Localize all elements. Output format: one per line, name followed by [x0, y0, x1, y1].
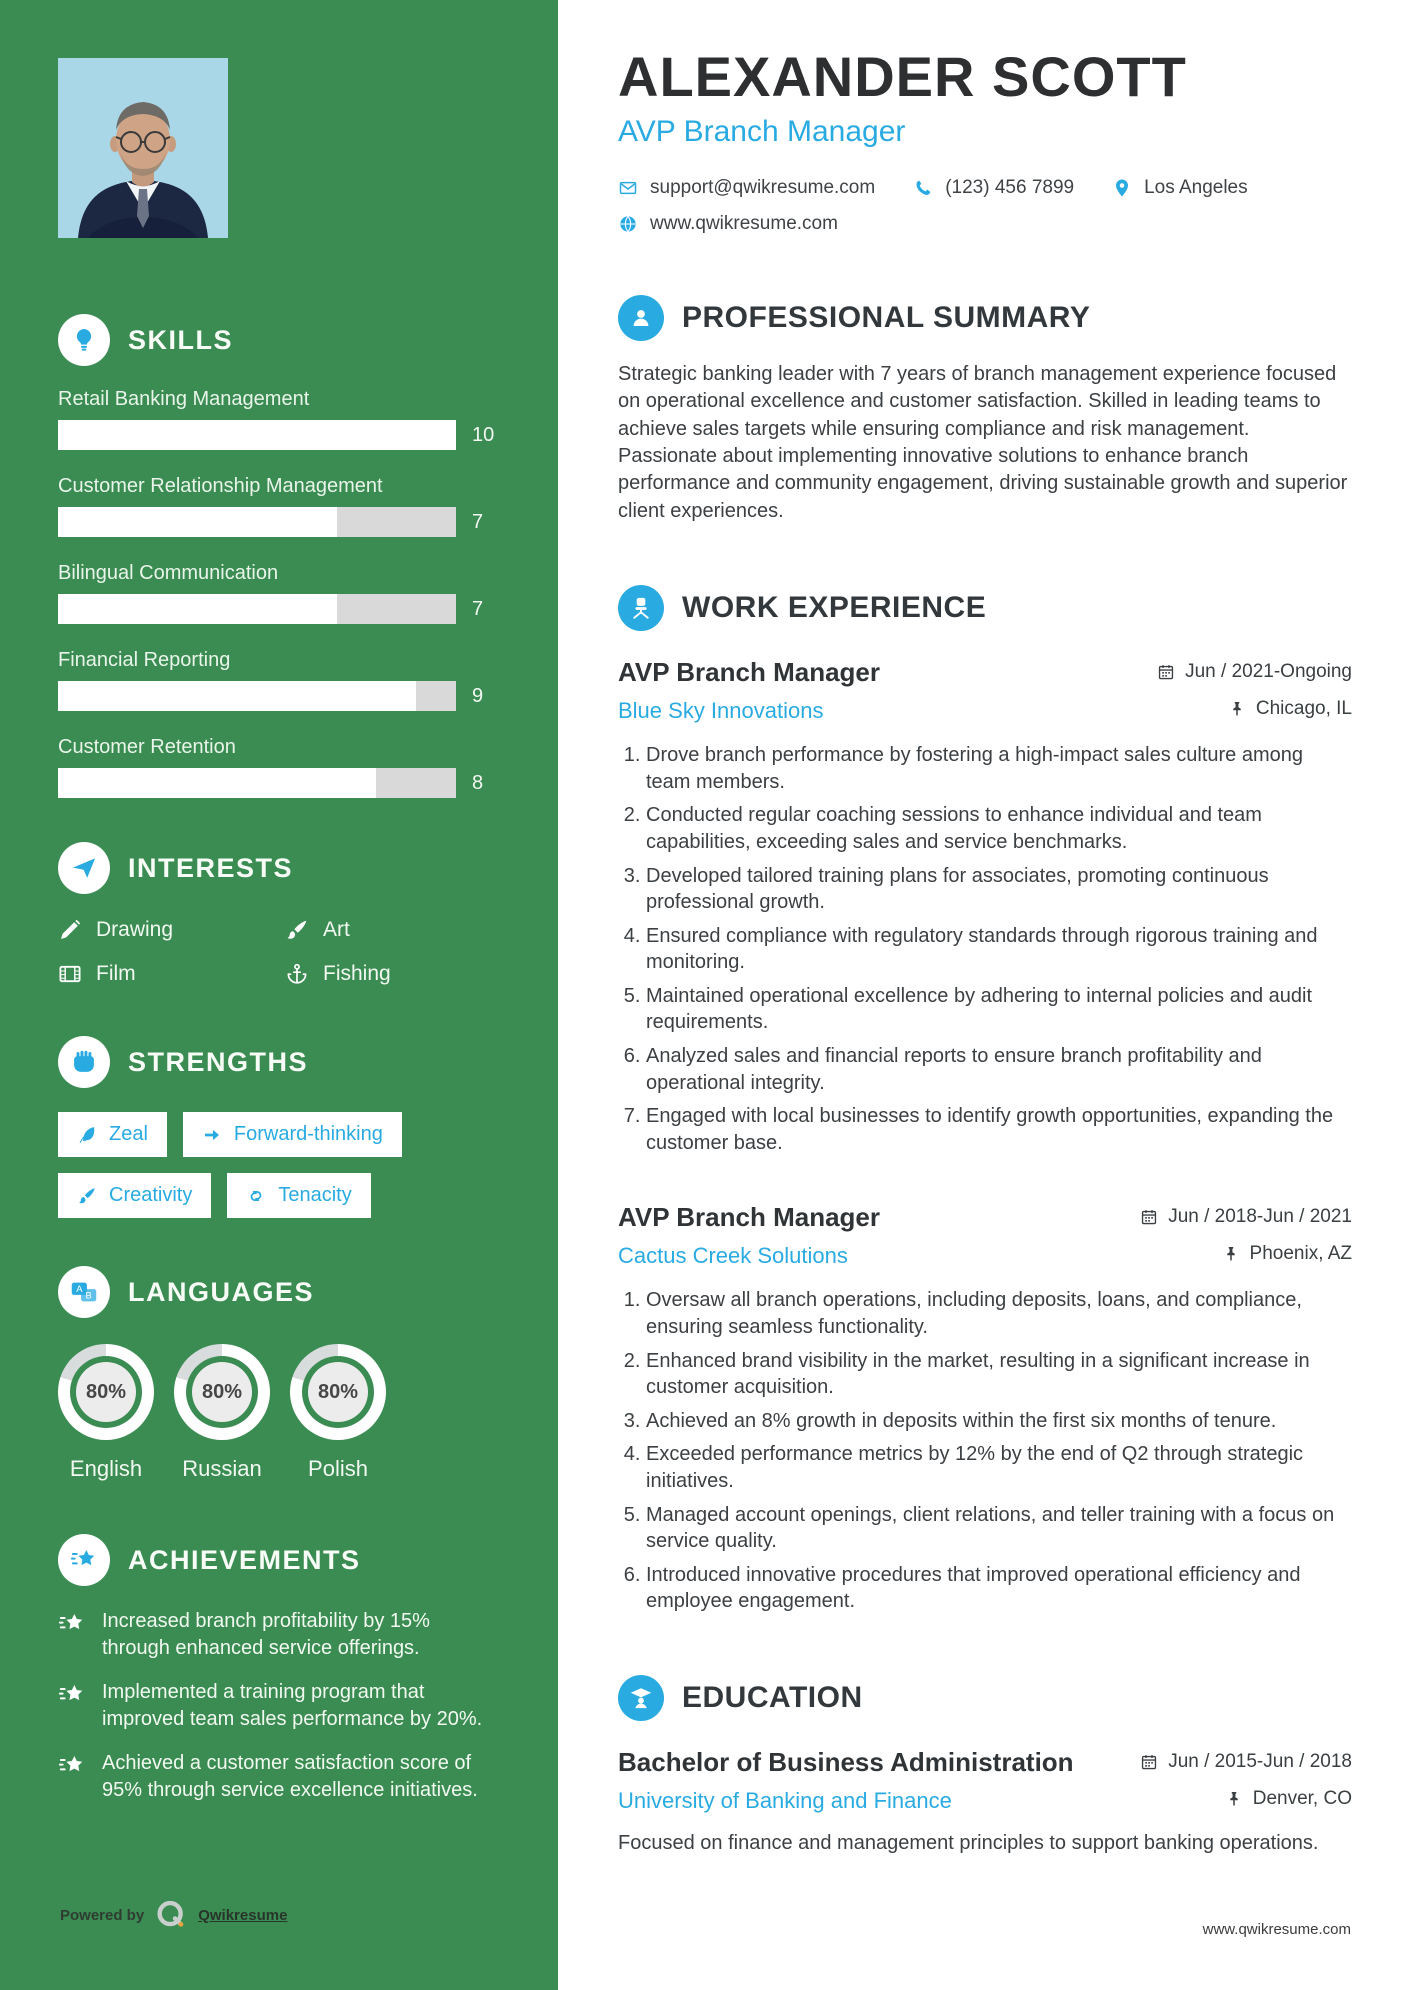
school-name: University of Banking and Finance: [618, 1787, 952, 1813]
job-bullets: [618, 1287, 1352, 1615]
skill-value: 8: [472, 771, 484, 794]
education-header: [618, 1675, 1352, 1721]
job-bullet: 4. Ensured compliance with regulatory standards through rigorous training and monitoring.: [646, 923, 1352, 976]
skill-item: [58, 736, 502, 798]
strength-label: Forward-thinking: [233, 1123, 383, 1145]
job-dates-text: Jun / 2018-Jun / 2021: [1168, 1206, 1352, 1228]
pushpin-icon: [1225, 1790, 1243, 1808]
email-text: support@qwikresume.com: [650, 176, 876, 198]
lightbulb-icon: [58, 314, 110, 366]
skill-label: Retail Banking Management: [58, 388, 310, 410]
candidate-name: ALEXANDER SCOTT: [618, 45, 1187, 108]
svg-text:B: B: [85, 1290, 92, 1301]
language-label: Polish: [308, 1456, 368, 1481]
contact-row-1: [618, 177, 1352, 199]
sidebar-footer: [60, 1898, 287, 1932]
strengths-title: STRENGTHS: [128, 1046, 309, 1077]
calendar-icon: [1140, 1753, 1158, 1771]
skill-item: [58, 649, 502, 711]
job-bullet: 5. Maintained operational excellence by adhering to internal policies and audit requirements.: [646, 983, 1352, 1036]
education-dates-text: Jun / 2015-Jun / 2018: [1168, 1750, 1352, 1772]
pushpin-icon: [1228, 700, 1246, 718]
skill-value: 9: [472, 684, 484, 707]
education-section: [618, 1675, 1352, 1857]
skill-bar-fill: [58, 681, 416, 711]
map-pin-icon: [1112, 178, 1132, 198]
job-entry: [618, 1202, 1352, 1615]
contact-location: [1112, 177, 1248, 199]
language-item: [290, 1344, 386, 1482]
qwikresume-link[interactable]: Qwikresume: [198, 1906, 288, 1924]
skill-value: 7: [472, 510, 484, 533]
skill-value: 7: [472, 597, 484, 620]
job-bullet: 7. Engaged with local businesses to identify growth opportunities, expanding the customer base.: [646, 1103, 1352, 1156]
sidebar: [0, 0, 558, 1990]
skill-label: Financial Reporting: [58, 649, 231, 671]
skills-header: [58, 314, 502, 366]
skill-label: Customer Relationship Management: [58, 475, 383, 497]
job-bullet: 1. Oversaw all branch operations, including deposits, loans, and compliance, ensuring seamless functionality.: [646, 1287, 1352, 1340]
quill-icon: [77, 1125, 97, 1145]
skill-bar-track: [58, 681, 456, 711]
strengths-header: [58, 1036, 502, 1088]
star-lines-icon: [58, 1534, 110, 1586]
education-entry: [618, 1747, 1352, 1857]
q-logo-icon: [154, 1898, 188, 1932]
interests-header: [58, 842, 502, 894]
strength-label: Creativity: [109, 1184, 193, 1206]
candidate-role: AVP Branch Manager: [618, 114, 906, 148]
achievement-text: Achieved a customer satisfaction score of 95% through service excellence initiatives.: [102, 1752, 478, 1801]
job-title: AVP Branch Manager: [618, 1202, 881, 1233]
skills-list: [58, 388, 502, 798]
language-donut: [58, 1344, 154, 1440]
contact-website: [618, 213, 838, 235]
job-bullets: [618, 742, 1352, 1156]
paintbrush-icon: [77, 1186, 97, 1206]
language-percent: 80%: [192, 1362, 252, 1422]
experience-section: [618, 585, 1352, 1615]
achievements-section: [0, 1534, 558, 1804]
star-lines-icon: [58, 1681, 86, 1709]
achievement-text: Implemented a training program that improved team sales performance by 20%.: [102, 1681, 483, 1730]
phone-text: (123) 456 7899: [945, 176, 1075, 198]
education-title: EDUCATION: [682, 1680, 863, 1714]
education-location-text: Denver, CO: [1252, 1787, 1352, 1809]
arrow-right-icon: [202, 1125, 222, 1145]
job-bullet: 6. Introduced innovative procedures that improved operational efficiency and employee engagement.: [646, 1562, 1352, 1615]
job-entry: [618, 657, 1352, 1156]
skill-item: [58, 388, 502, 450]
chair-icon: [618, 585, 664, 631]
languages-header: [58, 1266, 502, 1318]
languages-section: [0, 1266, 558, 1482]
skill-bar-row: [58, 681, 502, 711]
skills-section: [0, 314, 558, 798]
job-bullet: 1. Drove branch performance by fostering a high-impact sales culture among team members.: [646, 742, 1352, 795]
strength-label: Zeal: [109, 1123, 148, 1145]
job-dates: [1157, 661, 1352, 683]
job-title: AVP Branch Manager: [618, 657, 881, 688]
job-bullet: 6. Analyzed sales and financial reports to ensure branch profitability and operational integrity.: [646, 1043, 1352, 1096]
skill-bar-track: [58, 594, 456, 624]
achievement-item: [58, 1679, 488, 1732]
interests-list: [58, 918, 502, 986]
skill-bar-row: [58, 768, 502, 798]
interest-item: [285, 962, 502, 986]
skills-title: SKILLS: [128, 324, 234, 355]
skill-bar-fill: [58, 594, 337, 624]
language-percent: 80%: [308, 1362, 368, 1422]
job-bullet: 4. Exceeded performance metrics by 12% by the end of Q2 through strategic initiatives.: [646, 1441, 1352, 1494]
paper-plane-icon: [58, 842, 110, 894]
graduate-icon: [618, 1675, 664, 1721]
degree-title: Bachelor of Business Administration: [618, 1746, 1074, 1777]
star-lines-icon: [58, 1752, 86, 1780]
chain-icon: [246, 1186, 266, 1206]
job-bullet: 3. Achieved an 8% growth in deposits within the first six months of tenure.: [646, 1408, 1352, 1435]
interest-label: Drawing: [96, 918, 174, 941]
skill-bar-fill: [58, 768, 376, 798]
job-bullet: 3. Developed tailored training plans for associates, promoting continuous professional growth.: [646, 863, 1352, 916]
education-dates: [1140, 1751, 1352, 1773]
person-icon: [618, 295, 664, 341]
job-bullet: 2. Enhanced brand visibility in the market, resulting in a significant increase in customer acquisition.: [646, 1348, 1352, 1401]
strengths-section: [0, 1036, 558, 1218]
fist-icon: [58, 1036, 110, 1088]
language-label: English: [69, 1456, 143, 1481]
job-bullet: 2. Conducted regular coaching sessions to enhance individual and team capabilities, exceeding sales and service benchmarks.: [646, 802, 1352, 855]
interest-item: [58, 918, 285, 942]
paintbrush-icon: [285, 918, 309, 942]
strength-chip: [58, 1173, 211, 1218]
job-dates: [1140, 1206, 1352, 1228]
job-company: Blue Sky Innovations: [618, 698, 824, 724]
job-location-text: Chicago, IL: [1255, 698, 1352, 720]
star-lines-icon: [58, 1610, 86, 1638]
pencil-icon: [58, 918, 82, 942]
interests-section: [0, 842, 558, 986]
education-location: [1225, 1788, 1352, 1810]
envelope-icon: [618, 178, 638, 198]
phone-icon: [913, 178, 933, 198]
portrait-illustration: [58, 58, 228, 238]
calendar-icon: [1140, 1208, 1158, 1226]
skill-bar-track: [58, 507, 456, 537]
achievements-header: [58, 1534, 502, 1586]
languages-title: LANGUAGES: [128, 1276, 315, 1307]
skill-value: 10: [472, 423, 495, 446]
pushpin-icon: [1222, 1245, 1240, 1263]
location-text: Los Angeles: [1144, 176, 1248, 198]
language-percent: 80%: [76, 1362, 136, 1422]
job-company: Cactus Creek Solutions: [618, 1243, 848, 1269]
skill-bar-track: [58, 420, 456, 450]
interest-item: [285, 918, 502, 942]
film-icon: [58, 962, 82, 986]
contact-row-2: [618, 213, 1352, 235]
skill-bar-fill: [58, 507, 337, 537]
experience-title: WORK EXPERIENCE: [682, 591, 987, 625]
job-location: [1222, 1243, 1352, 1265]
interests-title: INTERESTS: [128, 852, 294, 883]
achievement-item: [58, 1608, 488, 1661]
education-note: Focused on finance and management principles to support banking operations.: [618, 1831, 1319, 1854]
interest-item: [58, 962, 285, 986]
jobs-list: [618, 657, 1352, 1615]
summary-text: Strategic banking leader with 7 years of branch management experience focused on operational excellence and customer satisfaction. Skilled in leading teams to achieve sales targets while ensuring compliance and risk management. Passionate about implementing innovative solutions to enhance branch performance and community engagement, driving sustainable growth and superior client experiences.: [618, 362, 1348, 522]
footer-website: www.qwikresume.com: [1202, 1921, 1351, 1938]
experience-header: [618, 585, 1352, 631]
achievements-list: [58, 1608, 502, 1804]
svg-text:A: A: [76, 1284, 83, 1294]
achievement-item: [58, 1750, 488, 1803]
language-item: [58, 1344, 154, 1482]
powered-by-label: Powered by: [60, 1906, 145, 1924]
skill-bar-row: [58, 594, 502, 624]
skill-item: [58, 475, 502, 537]
skill-bar-fill: [58, 420, 456, 450]
skill-bar-row: [58, 507, 502, 537]
website-text: www.qwikresume.com: [650, 212, 838, 234]
language-item: [174, 1344, 270, 1482]
calendar-icon: [1157, 663, 1175, 681]
interest-label: Film: [96, 962, 136, 985]
contact-phone: [913, 177, 1074, 199]
skill-bar-track: [58, 768, 456, 798]
summary-title: PROFESSIONAL SUMMARY: [682, 300, 1091, 334]
skill-label: Customer Retention: [58, 736, 236, 758]
strengths-list: [58, 1112, 478, 1218]
job-bullet: 5. Managed account openings, client relations, and teller training with a focus on service quality.: [646, 1502, 1352, 1555]
strength-label: Tenacity: [278, 1184, 352, 1206]
interest-label: Fishing: [323, 962, 391, 985]
job-location-text: Phoenix, AZ: [1249, 1243, 1352, 1265]
strength-chip: [58, 1112, 167, 1157]
skill-bar-row: [58, 420, 502, 450]
summary-section: [618, 295, 1352, 525]
profile-photo: [58, 58, 228, 238]
anchor-icon: [285, 962, 309, 986]
languages-list: [58, 1344, 502, 1482]
strength-chip: [183, 1112, 402, 1157]
skill-item: [58, 562, 502, 624]
job-location: [1228, 698, 1352, 720]
strength-chip: [227, 1173, 370, 1218]
interest-label: Art: [323, 918, 350, 941]
globe-icon: [618, 214, 638, 234]
language-donut: [290, 1344, 386, 1440]
contact-email: [618, 177, 875, 199]
achievement-text: Increased branch profitability by 15% through enhanced service offerings.: [102, 1610, 430, 1659]
main-column: [558, 0, 1407, 1990]
skill-label: Bilingual Communication: [58, 562, 279, 584]
achievements-title: ACHIEVEMENTS: [128, 1544, 361, 1575]
language-donut: [174, 1344, 270, 1440]
language-label: Russian: [182, 1456, 262, 1481]
summary-header: [618, 295, 1352, 341]
job-dates-text: Jun / 2021-Ongoing: [1185, 661, 1352, 683]
language-card-icon: [58, 1266, 110, 1318]
